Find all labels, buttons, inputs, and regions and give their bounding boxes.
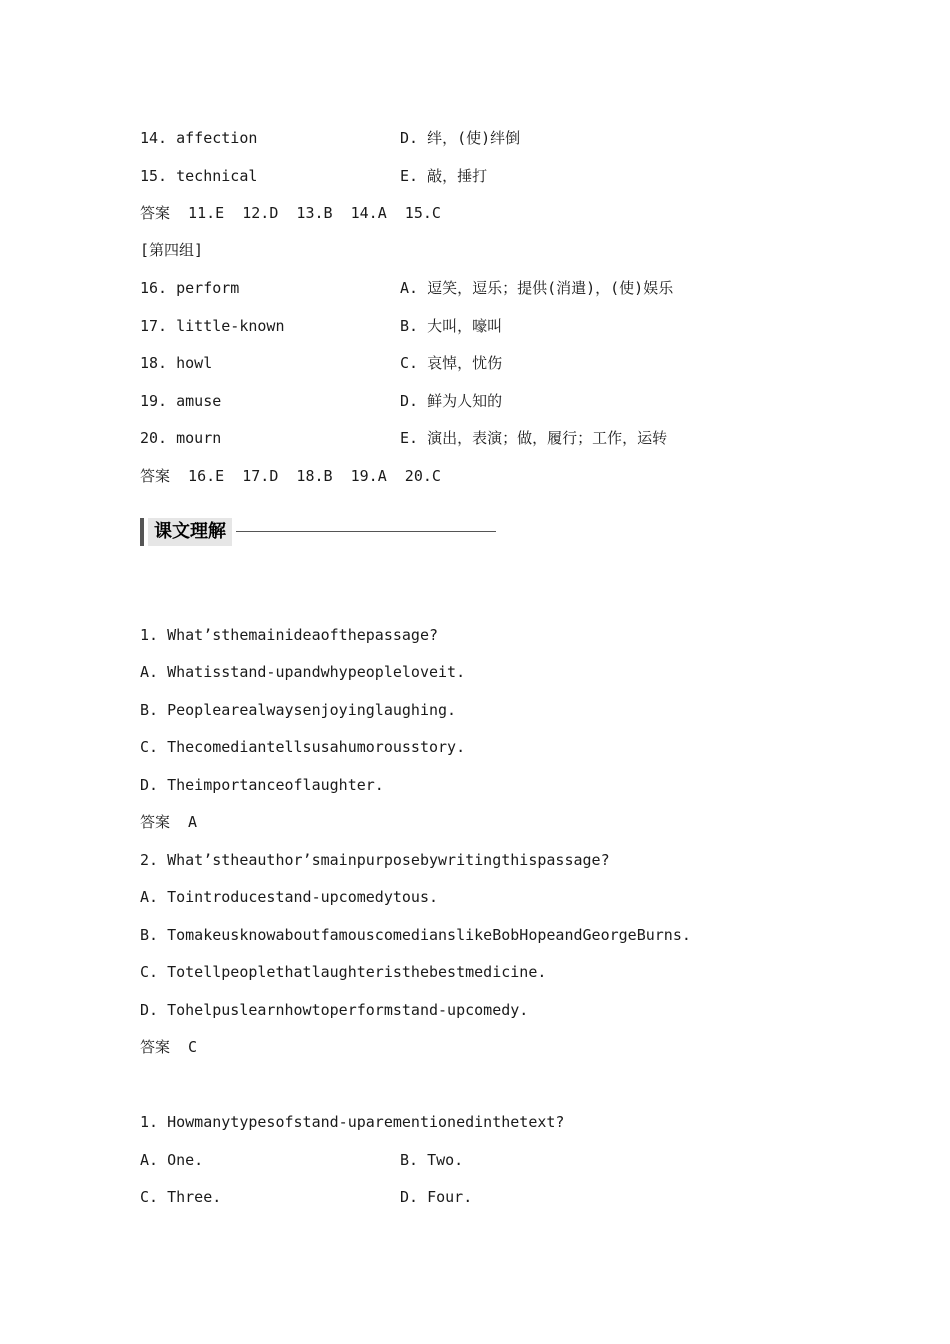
- answer-line: 答案 A: [140, 813, 198, 831]
- vocab-word: 16. perform: [140, 279, 240, 297]
- option-text: C. Thecomediantellsusahumorousstory.: [140, 738, 466, 756]
- section-bar: [140, 518, 144, 546]
- question-text: 1. What’sthemainideaofthepassage?: [140, 626, 439, 644]
- vocab-word: 17. little-known: [140, 317, 285, 335]
- option-text: C. Three.: [140, 1188, 222, 1206]
- vocab-word: 18. howl: [140, 354, 213, 372]
- section-rule: [236, 531, 496, 532]
- option-text: D. Tohelpuslearnhowtoperformstand-upcomedy.: [140, 1001, 529, 1019]
- question-text: 1. Howmanytypesofstand-uparementionedinthetext?: [140, 1113, 565, 1131]
- section-title: 课文理解: [148, 518, 232, 546]
- vocab-meaning: C. 哀悼，忧伤: [400, 354, 503, 372]
- section-header: [140, 518, 500, 546]
- answer-line: 答案 16.E 17.D 18.B 19.A 20.C: [140, 467, 441, 485]
- vocab-word: 19. amuse: [140, 392, 222, 410]
- option-text: A. One.: [140, 1151, 204, 1169]
- answer-line: 答案 11.E 12.D 13.B 14.A 15.C: [140, 204, 441, 222]
- option-text: D. Theimportanceoflaughter.: [140, 776, 384, 794]
- option-text: A. Tointroducestand-upcomedytous.: [140, 888, 439, 906]
- vocab-meaning: B. 大叫，嚎叫: [400, 317, 503, 335]
- option-text: B. Peoplearealwaysenjoyinglaughing.: [140, 701, 457, 719]
- option-text: D. Four.: [400, 1188, 473, 1206]
- option-text: B. Two.: [400, 1151, 464, 1169]
- option-text: C. Totellpeoplethatlaughteristhebestmedicine.: [140, 963, 547, 981]
- option-text: A. Whatisstand-upandwhypeopleloveit.: [140, 663, 466, 681]
- vocab-word: 14. affection: [140, 129, 258, 147]
- vocab-word: 15. technical: [140, 167, 258, 185]
- vocab-meaning: D. 鲜为人知的: [400, 392, 503, 410]
- question-text: 2. What’stheauthor’smainpurposebywritingthispassage?: [140, 851, 610, 869]
- vocab-meaning: E. 演出，表演；做，履行；工作，运转: [400, 429, 668, 447]
- answer-line: 答案 C: [140, 1038, 198, 1056]
- vocab-meaning: D. 绊，(使)绊倒: [400, 129, 521, 147]
- group-title: [第四组]: [140, 241, 204, 259]
- vocab-word: 20. mourn: [140, 429, 222, 447]
- vocab-meaning: A. 逗笑，逗乐；提供(消遣)，(使)娱乐: [400, 279, 674, 297]
- option-text: B. TomakeusknowaboutfamouscomedianslikeBobHopeandGeorgeBurns.: [140, 926, 691, 944]
- vocab-meaning: E. 敲，捶打: [400, 167, 488, 185]
